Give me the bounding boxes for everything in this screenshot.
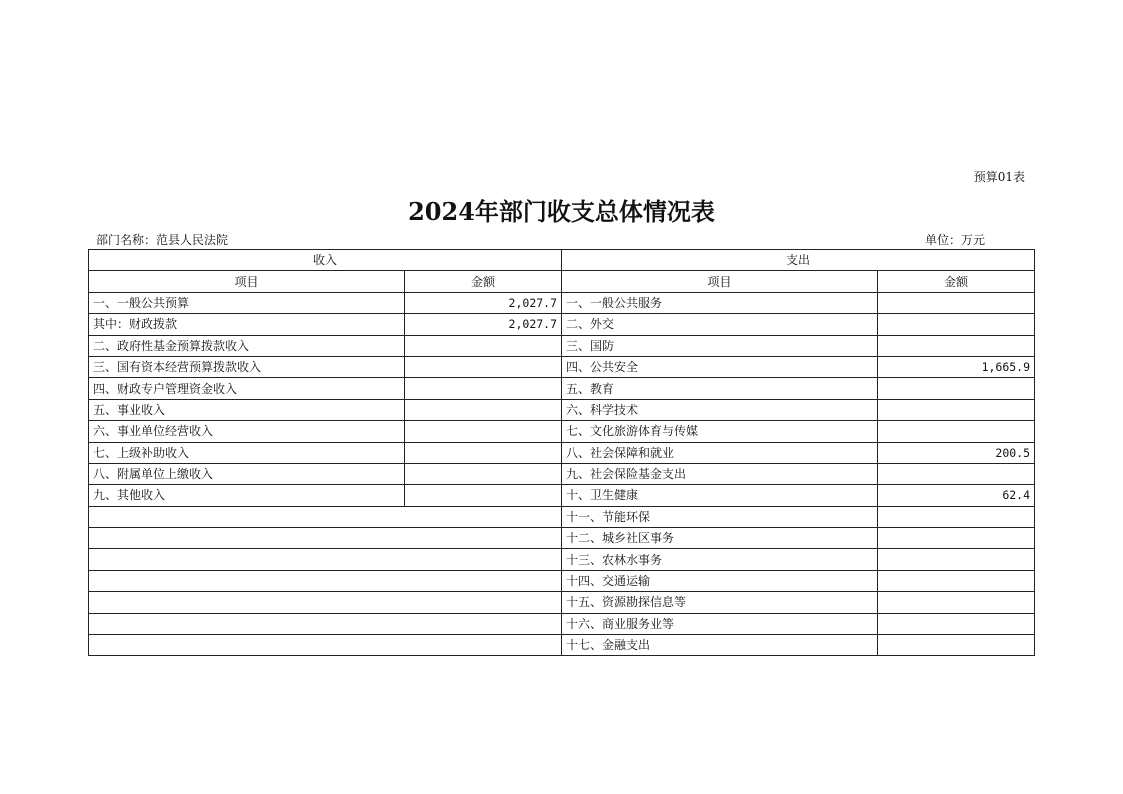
expense-amount-cell: 1,665.9 bbox=[878, 356, 1035, 377]
expense-item-cell: 十四、交通运输 bbox=[562, 570, 878, 591]
expense-amount-cell bbox=[878, 592, 1035, 613]
expense-amount-cell bbox=[878, 421, 1035, 442]
expense-amount-cell bbox=[878, 570, 1035, 591]
table-row bbox=[89, 399, 1035, 420]
income-amount-cell bbox=[405, 485, 562, 506]
expense-item-cell: 十、卫生健康 bbox=[562, 485, 878, 506]
expense-amount-cell bbox=[878, 506, 1035, 527]
table-row bbox=[89, 506, 1035, 527]
table-row bbox=[89, 442, 1035, 463]
expense-amount-cell bbox=[878, 314, 1035, 335]
expense-amount-cell: 200.5 bbox=[878, 442, 1035, 463]
income-item-cell: 其中：财政拨款 bbox=[89, 314, 405, 335]
expense-amount-cell: 62.4 bbox=[878, 485, 1035, 506]
unit-label: 单位：万元 bbox=[925, 233, 986, 247]
expense-item-cell: 五、教育 bbox=[562, 378, 878, 399]
expense-item-cell: 三、国防 bbox=[562, 335, 878, 356]
table-row bbox=[89, 356, 1035, 377]
table-row bbox=[89, 378, 1035, 399]
expense-item-header: 项目 bbox=[562, 271, 878, 292]
expense-group-header: 支出 bbox=[562, 250, 1035, 271]
expense-amount-cell bbox=[878, 335, 1035, 356]
expense-amount-cell bbox=[878, 463, 1035, 484]
income-amount-cell bbox=[405, 356, 562, 377]
expense-item-cell: 四、公共安全 bbox=[562, 356, 878, 377]
budget-table-body bbox=[89, 250, 1035, 656]
empty-income-cell bbox=[89, 528, 562, 549]
income-item-cell: 六、事业单位经营收入 bbox=[89, 421, 405, 442]
expense-item-cell: 六、科学技术 bbox=[562, 399, 878, 420]
table-row bbox=[89, 314, 1035, 335]
table-row bbox=[89, 613, 1035, 634]
income-amount-cell bbox=[405, 463, 562, 484]
expense-amount-cell bbox=[878, 528, 1035, 549]
expense-item-cell: 十三、农林水事务 bbox=[562, 549, 878, 570]
empty-income-cell bbox=[89, 592, 562, 613]
empty-income-cell bbox=[89, 635, 562, 656]
income-item-cell: 二、政府性基金预算拨款收入 bbox=[89, 335, 405, 356]
table-row bbox=[89, 570, 1035, 591]
empty-income-cell bbox=[89, 613, 562, 634]
income-amount-cell: 2,027.7 bbox=[405, 314, 562, 335]
income-amount-cell bbox=[405, 399, 562, 420]
expense-item-cell: 十五、资源勘探信息等 bbox=[562, 592, 878, 613]
expense-amount-cell bbox=[878, 549, 1035, 570]
column-header-row bbox=[89, 271, 1035, 292]
income-amount-cell bbox=[405, 421, 562, 442]
table-row bbox=[89, 592, 1035, 613]
income-amount-cell bbox=[405, 378, 562, 399]
income-amount-cell bbox=[405, 335, 562, 356]
expense-item-cell: 九、社会保险基金支出 bbox=[562, 463, 878, 484]
expense-amount-cell bbox=[878, 613, 1035, 634]
expense-item-cell: 二、外交 bbox=[562, 314, 878, 335]
table-row bbox=[89, 421, 1035, 442]
expense-amount-cell bbox=[878, 635, 1035, 656]
income-item-cell: 七、上级补助收入 bbox=[89, 442, 405, 463]
expense-item-cell: 十七、金融支出 bbox=[562, 635, 878, 656]
income-item-cell: 一、一般公共预算 bbox=[89, 292, 405, 313]
expense-item-cell: 一、一般公共服务 bbox=[562, 292, 878, 313]
income-item-header: 项目 bbox=[89, 271, 405, 292]
expense-amount-cell bbox=[878, 378, 1035, 399]
empty-income-cell bbox=[89, 570, 562, 591]
empty-income-cell bbox=[89, 549, 562, 570]
expense-item-cell: 八、社会保障和就业 bbox=[562, 442, 878, 463]
table-row bbox=[89, 463, 1035, 484]
expense-item-cell: 十一、节能环保 bbox=[562, 506, 878, 527]
income-group-header: 收入 bbox=[89, 250, 562, 271]
expense-amount-header: 金额 bbox=[878, 271, 1035, 292]
income-item-cell: 五、事业收入 bbox=[89, 399, 405, 420]
empty-income-cell bbox=[89, 506, 562, 527]
expense-amount-cell bbox=[878, 399, 1035, 420]
income-item-cell: 八、附属单位上缴收入 bbox=[89, 463, 405, 484]
expense-amount-cell bbox=[878, 292, 1035, 313]
table-row bbox=[89, 485, 1035, 506]
table-code: 预算01表 bbox=[973, 170, 1025, 184]
table-row bbox=[89, 635, 1035, 656]
income-amount-cell bbox=[405, 442, 562, 463]
expense-item-cell: 七、文化旅游体育与传媒 bbox=[562, 421, 878, 442]
table-row bbox=[89, 549, 1035, 570]
income-item-cell: 四、财政专户管理资金收入 bbox=[89, 378, 405, 399]
expense-item-cell: 十二、城乡社区事务 bbox=[562, 528, 878, 549]
department-name: 部门名称：范县人民法院 bbox=[96, 233, 229, 247]
group-header-row bbox=[89, 250, 1035, 271]
page-title: 2024年部门收支总体情况表 bbox=[408, 197, 715, 226]
income-item-cell: 三、国有资本经营预算拨款收入 bbox=[89, 356, 405, 377]
budget-table bbox=[88, 249, 1035, 656]
expense-item-cell: 十六、商业服务业等 bbox=[562, 613, 878, 634]
income-amount-header: 金额 bbox=[405, 271, 562, 292]
table-row bbox=[89, 528, 1035, 549]
income-item-cell: 九、其他收入 bbox=[89, 485, 405, 506]
table-row bbox=[89, 335, 1035, 356]
income-amount-cell: 2,027.7 bbox=[405, 292, 562, 313]
table-row bbox=[89, 292, 1035, 313]
